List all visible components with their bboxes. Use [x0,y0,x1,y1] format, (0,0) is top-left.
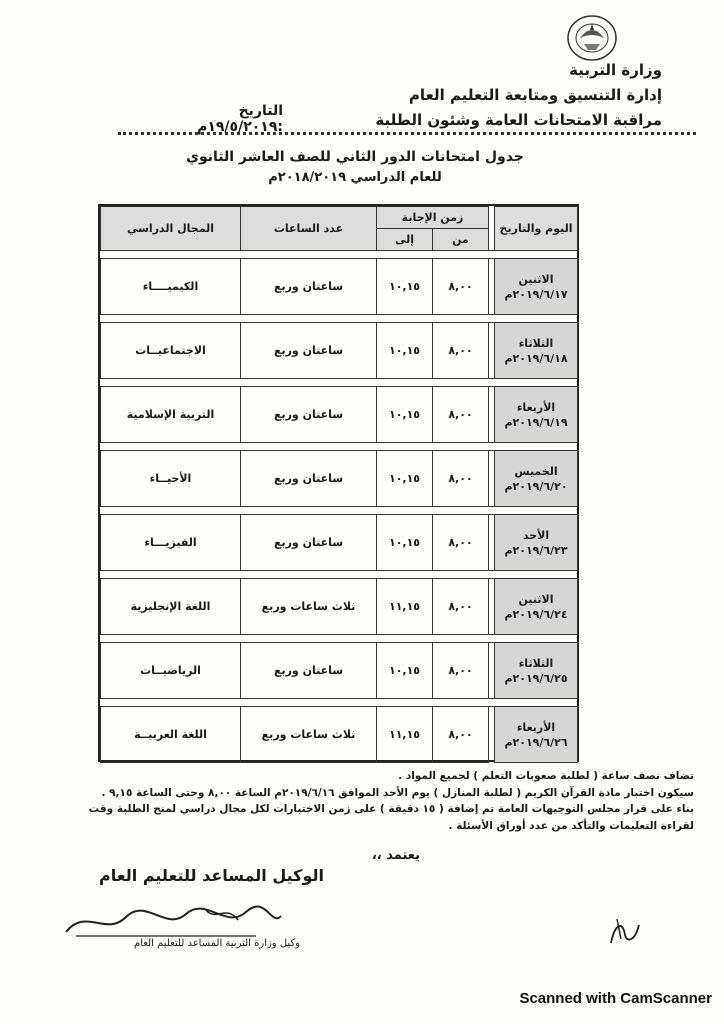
table-row [101,515,578,571]
gap-cell [489,579,495,635]
note-item: سيكون اختبار مادة القرآن الكريم ( لطلبة المنازل ) يوم الأحد الموافق ٢٠١٩/٦/١٦م الساعة ٨,٠٠ وحتى الساعة ٩,١٥ . [101,786,694,799]
to-time-cell: ١٠,١٥ [377,451,433,507]
exam-schedule-table [98,204,579,762]
note-item: بناء على قرار مجلس التوجيهات العامة تم إضافة ( ١٥ دقيقة ) على زمن الاختبارات لكل مجال دراسي لمنح الطلبة وقت لقراءة التعليمات والتأكد من عدد أوراق الأسئلة . [88,803,694,832]
to-time-cell: ١٠,١٥ [377,515,433,571]
exam-date: ٢٠١٩/٦/٢٦م [504,735,568,749]
signer-title: الوكيل المساعد للتعليم العام [99,866,324,885]
subject-cell: الاجتماعيــات [101,323,241,379]
to-time-cell: ١٠,١٥ [377,387,433,443]
hours-cell: ساعتان وربع [241,451,377,507]
subject-cell: الرياضيــات [101,643,241,699]
day-name: الاثنين [518,592,554,606]
title-line-2: للعام الدراسي ٢٠١٨/٢٠١٩م [268,170,442,185]
exam-date: ٢٠١٩/٦/٢٤م [504,607,568,621]
day-name: الأربعاء [516,400,556,414]
title-line-1: جدول امتحانات الدور الثاني للصف العاشر الثانوي [186,149,524,165]
header-day-date: اليوم والتاريخ [495,207,578,251]
table-row [101,323,578,379]
header-to: إلى [377,229,433,251]
gap-cell [489,259,495,315]
exam-date: ٢٠١٩/٦/١٧م [504,287,568,301]
from-time-cell: ٨,٠٠ [433,259,489,315]
from-time-cell: ٨,٠٠ [433,387,489,443]
row-spacer [101,379,578,387]
day-name: الأحد [522,528,550,542]
day-name: الاثنين [518,272,554,286]
to-time-cell: ١٠,١٥ [377,643,433,699]
row-spacer [101,635,578,643]
day-date-cell [495,515,578,571]
to-time-cell: ١١,١٥ [377,707,433,763]
header-gap [489,207,495,251]
gap-cell [489,707,495,763]
day-date-cell [495,707,578,763]
row-spacer [101,571,578,579]
header-subject: المجال الدراسي [101,207,241,251]
table-row [101,259,578,315]
day-date-cell [495,643,578,699]
row-spacer-cell [101,699,578,707]
schedule-body [101,251,578,763]
day-date-cell [495,323,578,379]
from-time-cell: ٨,٠٠ [433,643,489,699]
header-answer-time: زمن الإجابة [377,207,489,229]
ministry-name: وزارة التربية [569,61,662,79]
day-name: الخميس [514,464,558,478]
row-spacer-cell [101,443,578,451]
ministry-header [262,58,662,133]
row-spacer [101,507,578,515]
exam-date: ٢٠١٩/٦/١٩م [504,415,568,429]
exam-date: ٢٠١٩/٦/٢٠م [504,479,568,493]
exam-date: ٢٠١٩/٦/٢٥م [504,671,568,685]
header-hours: عدد الساعات [241,207,377,251]
signer-caption: وكيل وزارة التربية المساعد للتعليم العام [134,938,300,949]
table-row [101,643,578,699]
hours-cell: ساعتان وربع [241,643,377,699]
to-time-cell: ١١,١٥ [377,579,433,635]
notes-block [78,768,694,834]
table-row [101,451,578,507]
scanner-watermark: Scanned with CamScanner [519,990,712,1007]
from-time-cell: ٨,٠٠ [433,515,489,571]
from-time-cell: ٨,٠٠ [433,451,489,507]
to-time-cell: ١٠,١٥ [377,259,433,315]
day-date-cell [495,451,578,507]
subject-cell: الأحيــاء [101,451,241,507]
subject-cell: الفيزيـــاء [101,515,241,571]
row-spacer-cell [101,571,578,579]
subject-cell: التربية الإسلامية [101,387,241,443]
table-row [101,579,578,635]
from-time-cell: ٨,٠٠ [433,579,489,635]
day-name: الثلاثاء [518,336,554,350]
hours-cell: ساعتان وربع [241,323,377,379]
hours-cell: ثلاث ساعات وربع [241,579,377,635]
exam-date: ٢٠١٩/٦/٢٣م [504,543,568,557]
row-spacer [101,443,578,451]
from-time-cell: ٨,٠٠ [433,707,489,763]
exam-date: ٢٠١٩/٦/١٨م [504,351,568,365]
row-spacer-cell [101,507,578,515]
row-spacer [101,699,578,707]
day-date-cell [495,579,578,635]
gap-cell [489,323,495,379]
note-item: تضاف نصف ساعة ( لطلبة صعوبات التعلم ) لجميع المواد . [398,770,694,782]
subject-cell: اللغة الإنجليزية [101,579,241,635]
hours-cell: ساعتان وربع [241,259,377,315]
from-time-cell: ٨,٠٠ [433,323,489,379]
row-spacer-cell [101,379,578,387]
subject-cell: اللغة العربيــة [101,707,241,763]
day-name: الأربعاء [516,720,556,734]
subject-cell: الكيميــــاء [101,259,241,315]
department-name: إدارة التنسيق ومتابعة التعليم العام [408,86,662,104]
gap-cell [489,643,495,699]
initials-mark-icon [605,913,645,949]
document-date: التاريخ :١٩/٥/٢٠١٩م [197,103,283,135]
row-spacer [101,315,578,323]
gap-cell [489,387,495,443]
table-row [101,387,578,443]
hours-cell: ساعتان وربع [241,387,377,443]
row-spacer [101,251,578,259]
day-date-cell [495,387,578,443]
row-spacer-cell [101,635,578,643]
hours-cell: ساعتان وربع [241,515,377,571]
row-spacer-cell [101,251,578,259]
adopted-label: يعتمد ،، [371,848,420,863]
section-name: مراقبة الامتحانات العامة وشئون الطلبة [375,111,662,129]
table-row [101,707,578,763]
to-time-cell: ١٠,١٥ [377,323,433,379]
hours-cell: ثلاث ساعات وربع [241,707,377,763]
day-name: الثلاثاء [518,656,554,670]
dotted-divider [118,132,696,135]
header-from: من [433,229,489,251]
day-date-cell [495,259,578,315]
signature-icon [56,902,288,942]
row-spacer-cell [101,315,578,323]
gap-cell [489,451,495,507]
gap-cell [489,515,495,571]
schedule-title [180,146,530,188]
kuwait-emblem-icon [566,14,618,62]
